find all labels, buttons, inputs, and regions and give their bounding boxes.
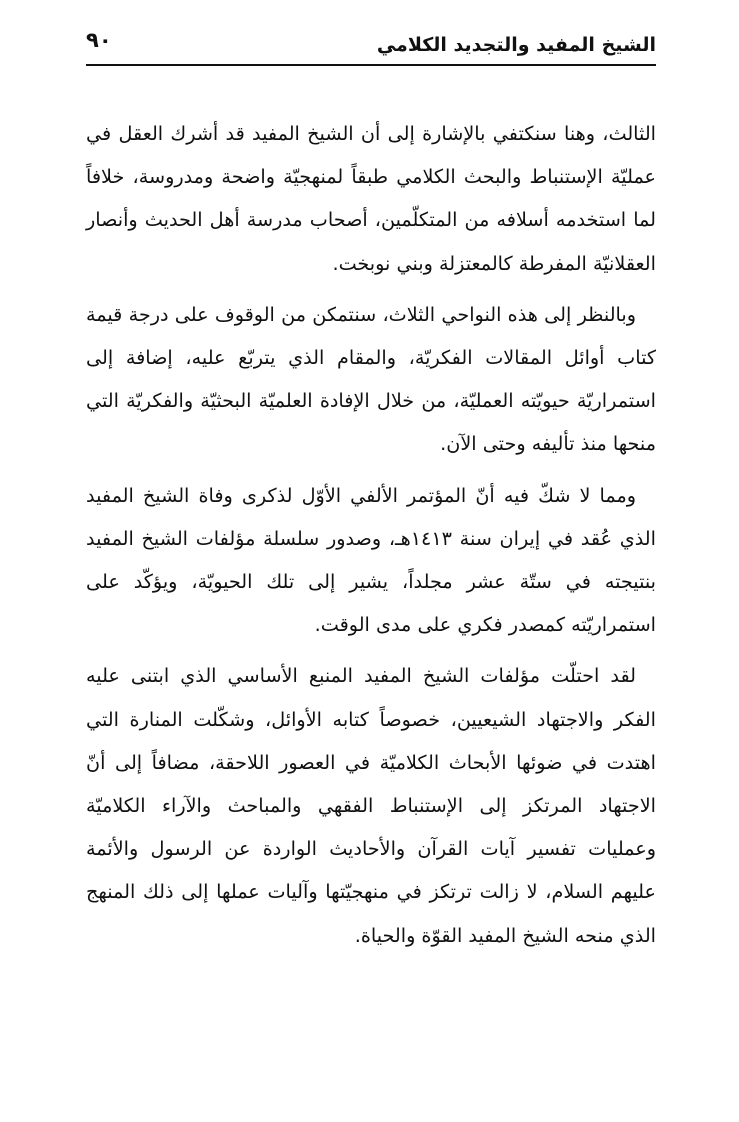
paragraph-1: الثالث، وهنا سنكتفي بالإشارة إلى أن الشيخ المفيد قد أشرك العقل في عمليّة الإستنباط والبحث الكلامي طبقاً لمنهجيّة واضحة ومدروسة، خلافاً لما استخدمه أسلافه من المتكلّمين، أصحاب مدرسة أهل الحديث وأنصار العقلانيّة المفرطة كالمعتزلة وبني نوبخت. [86, 122, 656, 275]
paragraph-4: لقد احتلّت مؤلفات الشيخ المفيد المنبع الأساسي الذي ابتنى عليه الفكر والاجتهاد الشيعيين، خصوصاً كتابه الأوائل، وشكّلت المنارة التي اهتدت في ضوئها الأبحاث الكلاميّة في العصور اللاحقة، مضافاً إلى أنّ الاجتهاد المرتكز إلى الإستنباط الفقهي والمباحث والآراء الكلاميّة وعمليات تفسير آيات القرآن والأحاديث الواردة عن الرسول والأئمة عليهم السلام، لا زالت ترتكز في منهجيّتها وآليات عملها إلى ذلك المنهج الذي منحه الشيخ المفيد القوّة والحياة. [86, 664, 656, 947]
body-text [86, 112, 656, 965]
page-number: ٩٠ [86, 28, 112, 52]
paragraph-3: ومما لا شكّ فيه أنّ المؤتمر الألفي الأوّل لذكرى وفاة الشيخ المفيد الذي عُقد في إيران سنة ١٤١٣هـ، وصدور سلسلة مؤلفات الشيخ المفيد بنتيجته في ستّة عشر مجلداً، يشير إلى تلك الحيويّة، ويؤكّد على استمراريّته كمصدر فكري على مدى الوقت. [86, 483, 656, 637]
running-header [86, 28, 656, 64]
running-title: الشيخ المفيد والتجديد الكلامي [376, 34, 656, 56]
paragraph-2: وبالنظر إلى هذه النواحي الثلاث، سنتمكن من الوقوف على درجة قيمة كتاب أوائل المقالات الفكريّة، والمقام الذي يتربّع عليه، إضافة إلى استمراريّة حيويّته العمليّة، من خلال الإفادة العلميّة البحثيّة والفكريّة التي منحها منذ تأليفه وحتى الآن. [86, 302, 656, 456]
header-rule [86, 64, 656, 66]
